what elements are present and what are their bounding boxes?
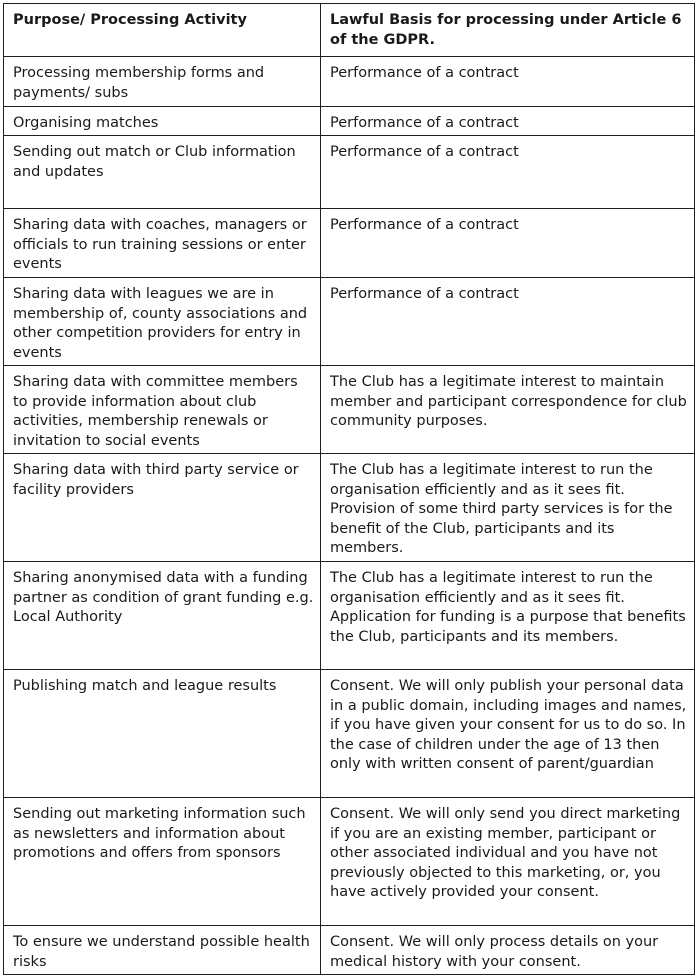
purpose-cell: Organising matches [4,107,321,136]
purpose-cell: Sending out marketing information such as newsletters and information about promotions and offers from sponsors [4,798,321,926]
lawful-basis-cell: Performance of a contract [321,107,695,136]
table-row [4,670,695,798]
purpose-cell: Sharing data with committee members to provide information about club activities, membership renewals or invitation to social events [4,366,321,454]
purpose-cell: Sharing data with leagues we are in membership of, county associations and other competition providers for entry in events [4,278,321,366]
lawful-basis-cell: The Club has a legitimate interest to run the organisation efficiently and as it sees fit. Application for funding is a purpose that benefits the Club, participants and its members. [321,562,695,670]
table-row [4,209,695,278]
lawful-basis-cell: Performance of a contract [321,136,695,209]
table-row [4,366,695,454]
table-row [4,107,695,136]
table-row [4,454,695,562]
lawful-basis-cell: Performance of a contract [321,278,695,366]
table-row [4,926,695,975]
purpose-cell: Sharing data with coaches, managers or officials to run training sessions or enter events [4,209,321,278]
purpose-cell: Sharing anonymised data with a funding partner as condition of grant funding e.g. Local Authority [4,562,321,670]
table-row [4,278,695,366]
table-row [4,798,695,926]
lawful-basis-cell: Consent. We will only send you direct marketing if you are an existing member, participant or other associated individual and you have not previously objected to this marketing, or, you have actively provided your consent. [321,798,695,926]
purpose-cell: To ensure we understand possible health risks [4,926,321,975]
lawful-basis-cell: Performance of a contract [321,209,695,278]
lawful-basis-table [3,3,695,975]
table-row [4,57,695,107]
lawful-basis-cell: Performance of a contract [321,57,695,107]
purpose-column-header: Purpose/ Processing Activity [4,4,321,57]
table-row [4,562,695,670]
table-header-row [4,4,695,57]
purpose-cell: Sending out match or Club information and updates [4,136,321,209]
lawful-basis-cell: Consent. We will only process details on your medical history with your consent. [321,926,695,975]
lawful-basis-cell: The Club has a legitimate interest to run the organisation efficiently and as it sees fit. Provision of some third party services is for the benefit of the Club, participants and its members. [321,454,695,562]
purpose-cell: Sharing data with third party service or facility providers [4,454,321,562]
purpose-cell: Publishing match and league results [4,670,321,798]
lawful-basis-cell: Consent. We will only publish your personal data in a public domain, including images and names, if you have given your consent for us to do so. In the case of children under the age of 13 then only with written consent of parent/guardian [321,670,695,798]
table-row [4,136,695,209]
lawful-basis-cell: The Club has a legitimate interest to maintain member and participant correspondence for club community purposes. [321,366,695,454]
purpose-cell: Processing membership forms and payments/ subs [4,57,321,107]
lawful-basis-column-header: Lawful Basis for processing under Article 6 of the GDPR. [321,4,695,57]
